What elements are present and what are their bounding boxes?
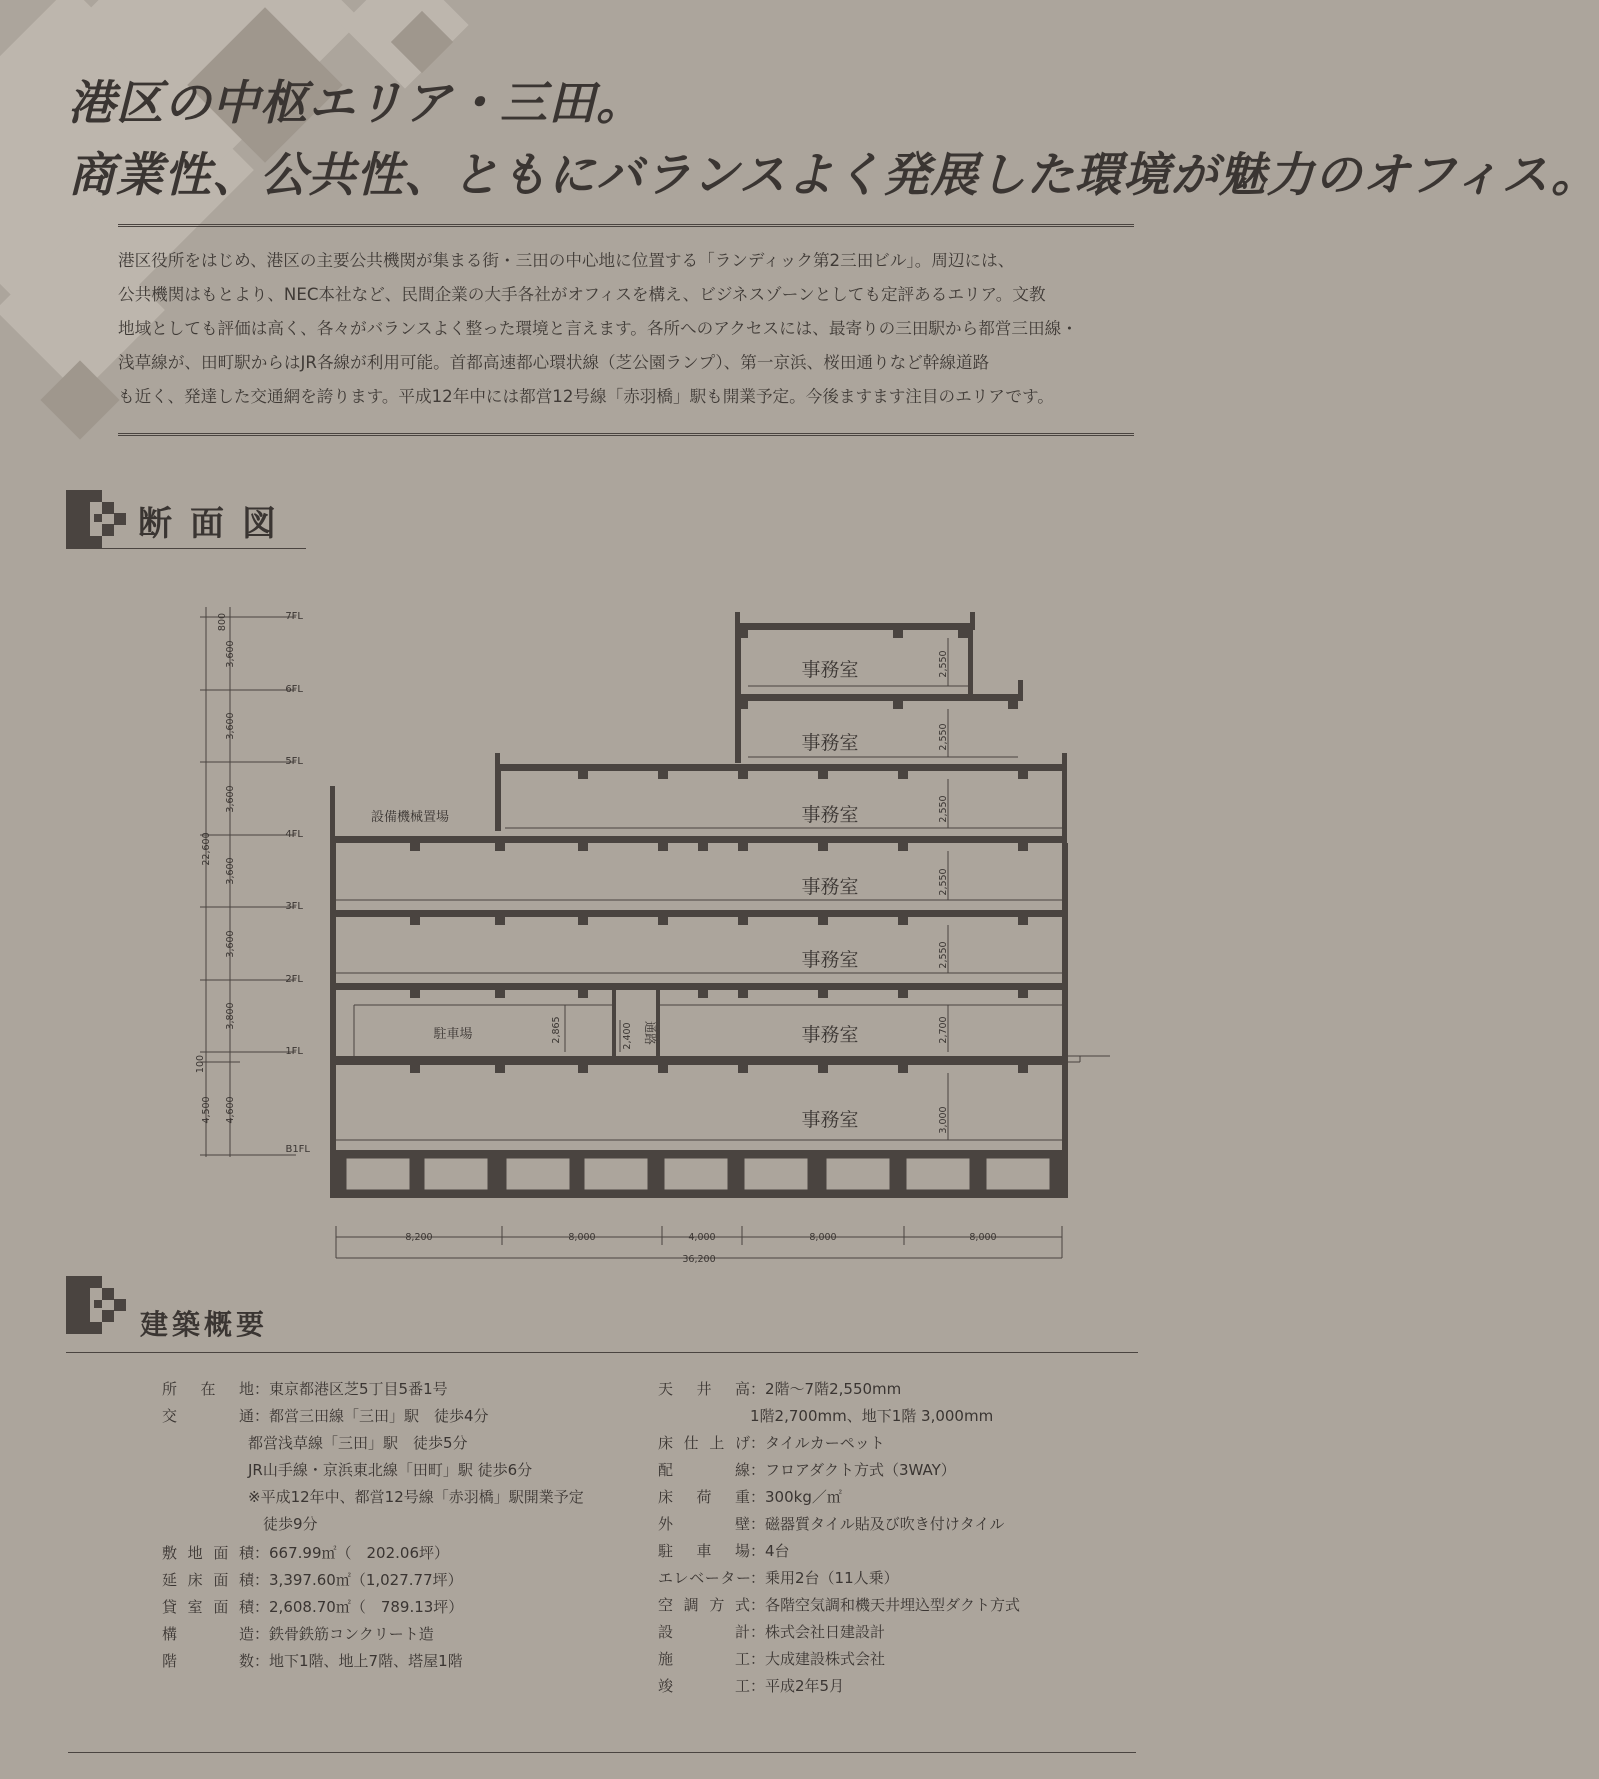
intro-line: も近く、発達した交通網を誇ります。平成12年中には都営12号線「赤羽橋」駅も開業予定。今後ますます注目のエリアです。 (118, 387, 1054, 406)
story-dim: 800 (217, 612, 228, 632)
spec-value: 地下1階、地上7階、塔屋1階 (269, 1652, 463, 1670)
spec-label: 竣工 (658, 1677, 750, 1695)
spec-value: 平成2年5月 (765, 1677, 845, 1695)
span-dim: 8,000 (809, 1232, 837, 1243)
spec-value: 2階〜7階2,550mm (765, 1380, 902, 1398)
floor-label-3fl: 3FL (285, 901, 303, 912)
spec-value: ※平成12年中、都営12号線「赤羽橋」駅開業予定 (248, 1488, 584, 1506)
ceiling-height: 2,550 (938, 650, 949, 678)
spec-value: 乗用2台（11人乗） (765, 1569, 899, 1587)
b1-dim: 4,500 (201, 1096, 212, 1124)
footer-rule (68, 1752, 1136, 1753)
spec-value: 都営三田線「三田」駅 徒歩4分 (269, 1407, 489, 1425)
spec-label: 空調方式 (658, 1596, 750, 1614)
spec-value: 磁器質タイル貼及び吹き付けタイル (765, 1515, 1005, 1533)
floor-label-4fl: 4FL (285, 829, 303, 840)
headline-line-1: 港区の中枢エリア・三田。 (68, 76, 644, 131)
room-office-1f: 事務室 (801, 1024, 859, 1046)
spec-label: 天井高 (658, 1380, 750, 1398)
spec-value: 大成建設株式会社 (765, 1650, 886, 1668)
room-office-4f: 事務室 (801, 876, 859, 898)
spec-list-right: 天井高：2階〜7階2,550mm 1階2,700mm、地下1階 3,000mm 床仕上げ：タイルカーペット 配線：フロアダクト方式（3WAY） 床荷重：300kg／㎡ 外壁：磁器質タイル貼及び吹き付けタイル 駐車場：4台 エレベーター：乗用2台（11人乗） 空調方式：各階空気調和機天井埋込型ダクト方式 設計：株式会社日建設計 施工：大成建設株式会社 竣工：平成2年5月 (658, 1380, 1021, 1695)
spec-value: 667.99㎡（ 202.06坪） (269, 1544, 449, 1562)
room-office-b1f: 事務室 (801, 1109, 859, 1131)
total-width-dim: 36,200 (682, 1254, 716, 1265)
spec-label: 床仕上げ (658, 1434, 750, 1452)
spec-label: 駐車場 (658, 1542, 750, 1560)
span-dim: 8,200 (405, 1232, 433, 1243)
floor-label-b1fl: B1FL (285, 1144, 310, 1155)
intro-line: 公共機関はもとより、NEC本社など、民間企業の大手各社がオフィスを構え、ビジネスゾーンとしても定評あるエリア。文教 (118, 285, 1046, 304)
story-dim: 3,600 (225, 785, 236, 813)
section-underline (66, 1352, 1138, 1353)
section-icon (66, 1276, 136, 1334)
intro-line: 浅草線が、田町駅からはJR各線が利用可能。首都高速都心環状線（芝公園ランプ）、第一京浜、桜田通りなど幹線道路 (118, 353, 990, 372)
intro-line: 港区役所をはじめ、港区の主要公共機関が集まる街・三田の中心地に位置する「ランディック第2三田ビル」。周辺には、 (118, 251, 1015, 270)
spec-label: 延床面積 (162, 1571, 254, 1589)
headline-line-2: 商業性、公共性、ともにバランスよく発展した環境が魅力のオフィス。 (68, 148, 1599, 203)
total-height-dim: 22,600 (201, 832, 212, 866)
spec-label: 外壁 (658, 1515, 750, 1533)
spec-label: 敷地面積 (162, 1544, 254, 1562)
ceiling-height: 2,550 (938, 941, 949, 969)
spec-value: 4台 (765, 1542, 790, 1560)
room-office-6f: 事務室 (801, 732, 859, 754)
ceiling-height: 2,550 (938, 723, 949, 751)
ceiling-height: 2,550 (938, 868, 949, 896)
spec-value: 3,397.60㎡（1,027.77坪） (269, 1571, 463, 1589)
intro-line: 地域としても評価は高く、各々がバランスよく整った環境と言えます。各所へのアクセスには、最寄りの三田駅から都営三田線・ (118, 319, 1078, 338)
room-parking: 駐車場 (433, 1027, 473, 1042)
spec-label: 貸室面積 (162, 1598, 254, 1616)
spec-value: 株式会社日建設計 (765, 1623, 886, 1641)
ceiling-height: 3,000 (938, 1106, 949, 1134)
spec-label: 階数 (162, 1652, 254, 1670)
ceiling-height: 2,700 (938, 1016, 949, 1044)
room-passage: 通路 (643, 1020, 657, 1046)
spec-label: 所在地 (162, 1380, 254, 1398)
spec-label: 交通 (162, 1407, 254, 1425)
floor-label-2fl: 2FL (285, 974, 303, 985)
room-office-7f: 事務室 (801, 659, 859, 681)
floor-label-7fl: 7FL (285, 611, 303, 622)
story-dim: 3,600 (225, 712, 236, 740)
spec-label: 施工 (658, 1650, 750, 1668)
b1-dim: 100 (195, 1054, 206, 1074)
room-office-5f: 事務室 (801, 804, 859, 826)
spec-value: 東京都港区芝5丁目5番1号 (269, 1380, 448, 1398)
floor-label-6fl: 6FL (285, 684, 303, 695)
spec-list-left: 所在地：東京都港区芝5丁目5番1号 交通：都営三田線「三田」駅 徒歩4分 都営浅草線「三田」駅 徒歩5分 JR山手線・京浜東北線「田町」駅 徒歩6分 ※平成12年中、都営12号線「赤羽橋」駅開業予定 徒歩9分 敷地面積：667.99㎡（ 202.06坪） 延床面積：3,397.60㎡（1,027.77坪） 貸室面積：2,608.70㎡（ 789.13坪） 構造：鉄骨鉄筋コンクリート造 階数：地下1階、地上7階、塔屋1階 (162, 1380, 584, 1670)
spec-value: 都営浅草線「三田」駅 徒歩5分 (248, 1434, 468, 1452)
ceiling-height: 2,550 (938, 795, 949, 823)
parking-height: 2,865 (551, 1016, 562, 1044)
spec-value: 2,608.70㎡（ 789.13坪） (269, 1598, 464, 1616)
section-title-building-overview: 建築概要 (140, 1308, 269, 1341)
spec-label: エレベーター (658, 1569, 750, 1587)
story-dim: 3,800 (225, 1002, 236, 1030)
story-dim: 3,600 (225, 640, 236, 668)
floor-label-1fl: 1FL (285, 1046, 303, 1057)
span-dim: 8,000 (969, 1232, 997, 1243)
room-office-3f: 事務室 (801, 949, 859, 971)
spec-value: 1階2,700mm、地下1階 3,000mm (750, 1407, 994, 1425)
spec-value: 徒歩9分 (248, 1515, 318, 1533)
spec-value: 鉄骨鉄筋コンクリート造 (269, 1625, 434, 1643)
spec-label: 配線 (658, 1461, 750, 1479)
floor-label-5fl: 5FL (285, 756, 303, 767)
span-dim: 4,000 (688, 1232, 716, 1243)
spec-label: 床荷重 (658, 1488, 750, 1506)
story-dim: 3,600 (225, 930, 236, 958)
spec-value: JR山手線・京浜東北線「田町」駅 徒歩6分 (248, 1461, 533, 1479)
story-dim: 4,600 (225, 1096, 236, 1124)
passage-height: 2,400 (622, 1022, 633, 1050)
spec-value: フロアダクト方式（3WAY） (765, 1461, 956, 1479)
spec-value: 300kg／㎡ (765, 1488, 842, 1506)
room-equipment: 設備機械置場 (370, 810, 450, 825)
spec-value: タイルカーペット (765, 1434, 885, 1452)
spec-value: 各階空気調和機天井埋込型ダクト方式 (765, 1596, 1021, 1614)
story-dim: 3,600 (225, 857, 236, 885)
section-title-cross-section: 断面図 (138, 504, 294, 544)
spec-label: 構造 (162, 1625, 254, 1643)
spec-label: 設計 (658, 1623, 750, 1641)
span-dim: 8,000 (568, 1232, 596, 1243)
